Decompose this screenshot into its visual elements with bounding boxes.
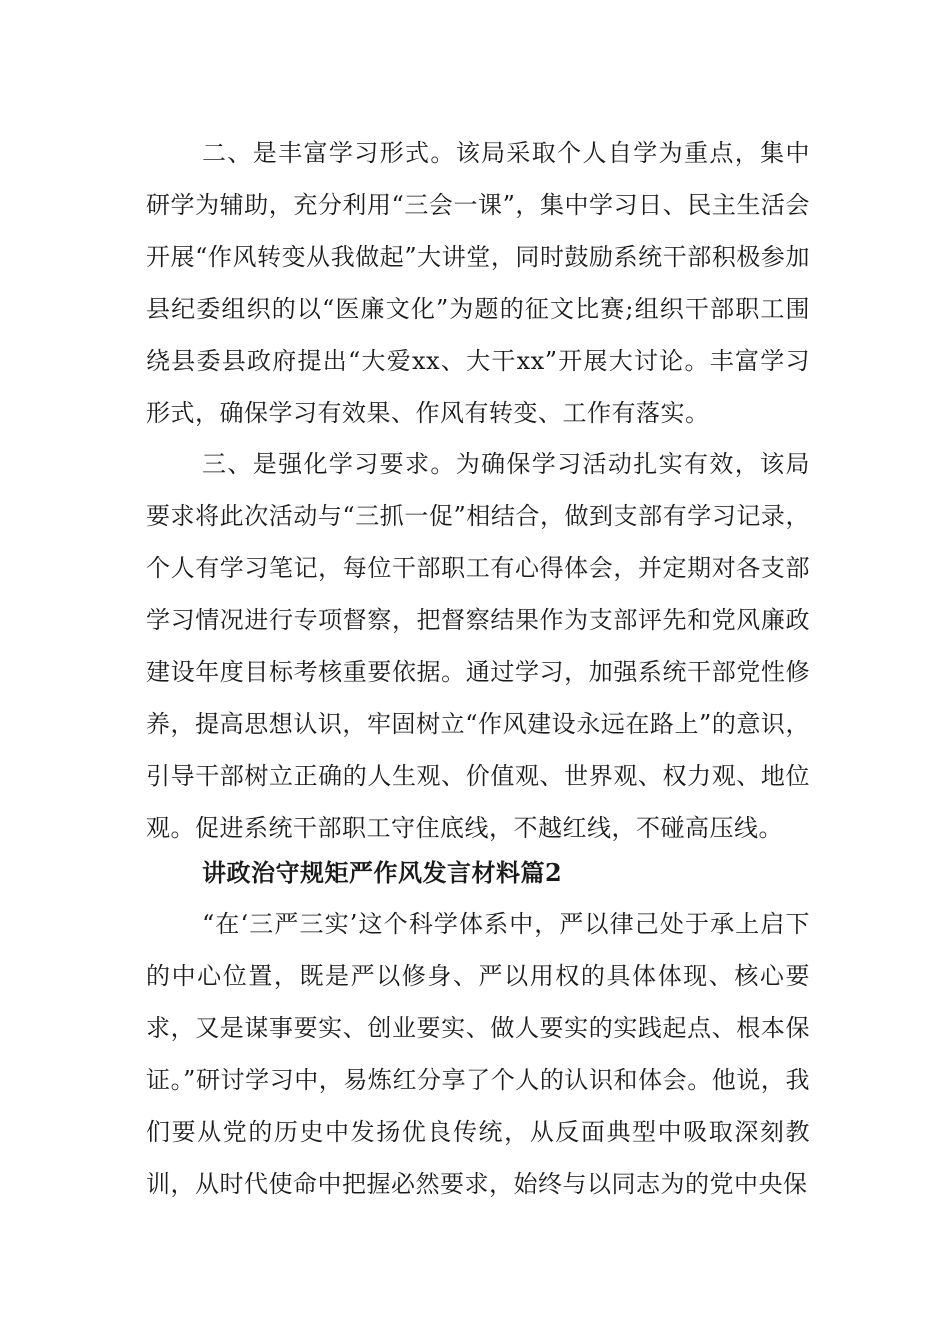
section-heading: 讲政治守规矩严作风发言材料篇2 [202,858,563,887]
paragraph-strengthen-study-requirements: 三、是强化学习要求。为确保学习活动扎实有效，该局要求将此次活动与“三抓一促”相结合，做到支部有学习记录，个人有学习笔记，每位干部职工有心得体会，并定期对各支部学习情况进行专项督察，把督察结果作为支部评先和党风廉政建设年度目标考核重要依据。通过学习，加强系统干部党性修养，提高思想认识，牢固树立“作风建设永远在路上”的意识，引导干部树立正确的人生观、价值观、世界观、权力观、地位观。促进系统干部职工守住底线，不越红线，不碰高压线。 [146,450,810,842]
paragraph-enrich-study-forms: 二、是丰富学习形式。该局采取个人自学为重点，集中研学为辅助，充分利用“三会一课”，集中学习日、民主生活会开展“作风转变从我做起”大讲堂，同时鼓励系统干部积极参加县纪委组织的以“医廉文化”为题的征文比赛;组织干部职工围绕县委县政府提出“大爱xx、大干xx”开展大讨论。丰富学习形式，确保学习有效果、作风有转变、工作有落实。 [146,139,810,427]
section-body-paragraph: “在‘三严三实’这个科学体系中，严以律己处于承上启下的中心位置，既是严以修身、严以用权的具体体现、核心要求，又是谋事要实、创业要实、做人要实的实践起点、根本保证。”研讨学习中，易炼红分享了个人的认识和体会。他说，我们要从党的历史中发扬优良传统，从反面典型中吸取深刻教训，从时代使命中把握必然要求，始终与以同志为的党中央保 [146,910,810,1198]
